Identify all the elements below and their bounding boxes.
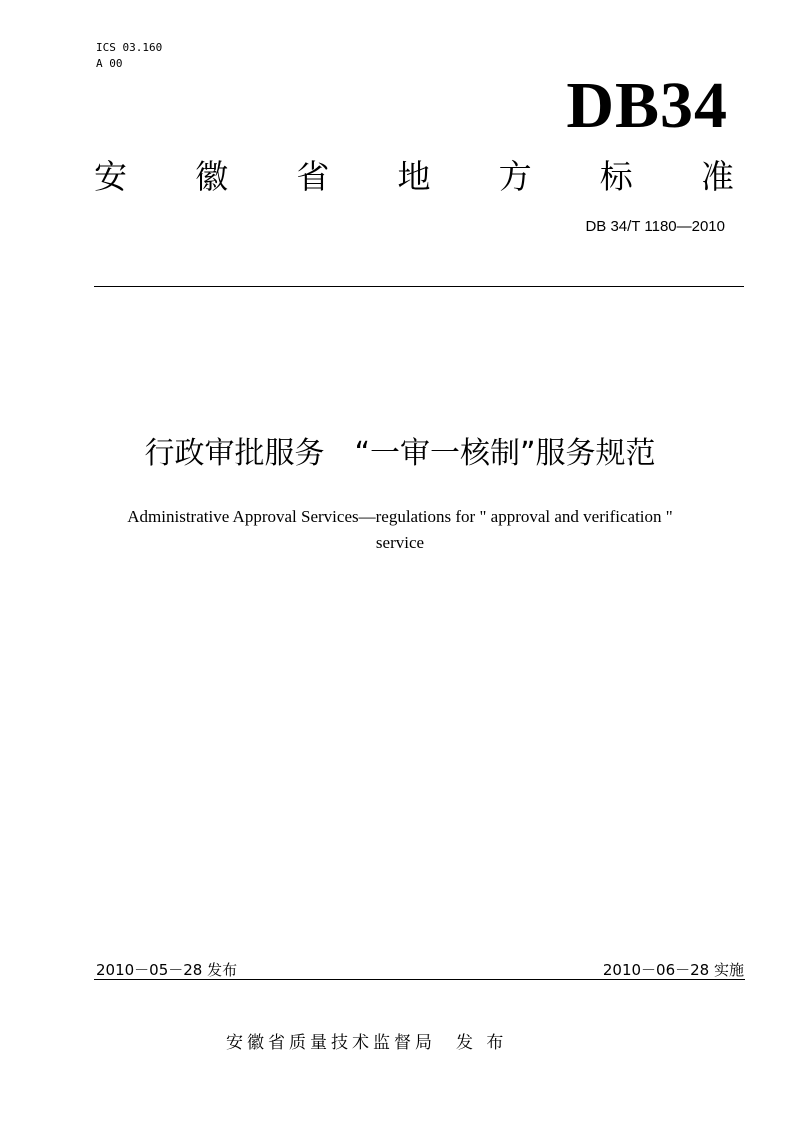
- issue-date: 2010－05－28 发布: [96, 961, 238, 979]
- footer-divider: [94, 979, 745, 980]
- document-title-english: [60, 504, 740, 556]
- english-title-line: Administrative Approval Services—regulations for " approval and verification ": [127, 507, 673, 526]
- document-title-chinese: 行政审批服务 “一审一核制”服务规范: [144, 436, 656, 471]
- province-char: 准: [700, 157, 734, 196]
- province-char: 安: [94, 157, 127, 196]
- ics-code: ICS 03.160: [96, 41, 163, 54]
- province-standard-heading: [94, 154, 734, 200]
- english-title-line: service: [375, 533, 425, 552]
- classification-codes: [96, 40, 162, 72]
- header-divider: [94, 286, 744, 287]
- ccs-code: A 00: [96, 57, 123, 70]
- province-char: 省: [296, 157, 330, 196]
- issuing-authority: [226, 1031, 507, 1055]
- province-char: 方: [498, 157, 532, 196]
- standard-number: DB 34/T 1180—2010: [585, 218, 725, 235]
- province-char: 标: [599, 157, 633, 196]
- issuer-name: 安徽省质量技术监督局: [226, 1033, 436, 1053]
- publish-label: 发 布: [456, 1033, 508, 1053]
- province-char: 地: [397, 157, 431, 196]
- implementation-date: 2010－06－28 实施: [602, 961, 744, 979]
- province-char: 徽: [195, 157, 229, 196]
- standard-code-logo: DB34: [566, 69, 728, 142]
